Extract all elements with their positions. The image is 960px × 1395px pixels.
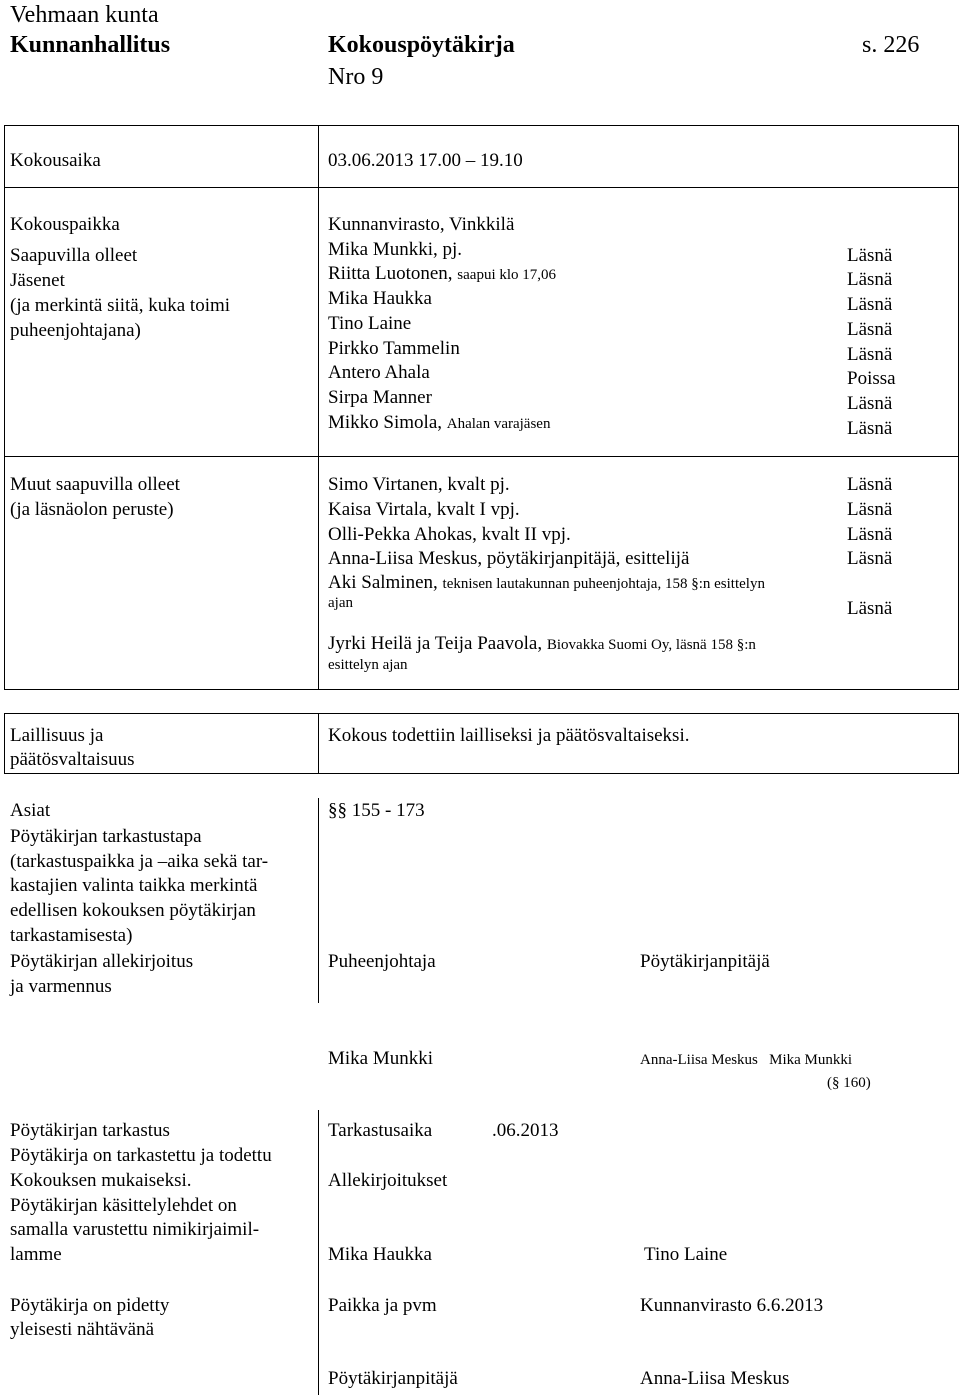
member-name: Mika Munkki, pj. [328, 239, 463, 260]
page-number: s. 226 [862, 32, 920, 58]
display-place-value: Kunnanvirasto 6.6.2013 [640, 1295, 824, 1316]
review-method-label-line: tarkastamisesta) [10, 925, 133, 946]
review-label-line: Pöytäkirja on tarkastettu ja todettu [10, 1145, 272, 1166]
member-status: Läsnä [847, 294, 893, 315]
attendee-note-continued: ajan [328, 595, 353, 611]
attendee-name: Aki Salminen, teknisen lautakunnan puheenjohtaja, 158 §:n esittelyn [328, 572, 765, 593]
attendee-note: teknisen lautakunnan puheenjohtaja, 158 §:n esittelyn [442, 576, 765, 592]
guests-note-continued: esittelyn ajan [328, 657, 408, 673]
signing-label-line: Pöytäkirjan allekirjoitus [10, 951, 194, 972]
member-status: Läsnä [847, 344, 893, 365]
member-name: Sirpa Manner [328, 387, 432, 408]
review-label-line: Kokouksen mukaiseksi. [10, 1170, 192, 1191]
attendee-status: Läsnä [847, 598, 893, 619]
attendee-status: Läsnä [847, 524, 893, 545]
organ-name: Kunnanhallitus [10, 32, 171, 58]
member-status: Läsnä [847, 393, 893, 414]
member-status: Läsnä [847, 319, 893, 340]
members-label-line: Saapuvilla olleet [10, 245, 138, 266]
legality-label-line: päätösvaltaisuus [10, 749, 135, 770]
review-time-value: .06.2013 [492, 1120, 559, 1141]
member-status: Läsnä [847, 418, 893, 439]
member-name: Antero Ahala [328, 362, 430, 383]
meeting-place-value: Kunnanvirasto, Vinkkilä [328, 214, 515, 235]
legality-value: Kokous todettiin lailliseksi ja päätösvaltaiseksi. [328, 725, 690, 746]
meeting-time-label: Kokousaika [10, 150, 101, 171]
review-label-line: Pöytäkirjan tarkastus [10, 1120, 170, 1141]
review-method-label-line: (tarkastuspaikka ja –aika sekä tar- [10, 851, 269, 872]
display-label-line: Pöytäkirja on pidetty [10, 1295, 170, 1316]
document-type: Kokouspöytäkirja [328, 32, 515, 58]
chair-title: Puheenjohtaja [328, 951, 436, 972]
municipality-name: Vehmaan kunta [10, 2, 159, 28]
review-label-line: samalla varustettu nimikirjaimil- [10, 1219, 260, 1240]
reviewer-name: Mika Haukka [328, 1244, 432, 1265]
attendee-status: Läsnä [847, 474, 893, 495]
attendee-name: Simo Virtanen, kvalt pj. [328, 474, 510, 495]
member-status: Läsnä [847, 245, 893, 266]
secretary-note: (§ 160) [827, 1075, 871, 1091]
guests-note: Biovakka Suomi Oy, läsnä 158 §:n [546, 637, 756, 653]
review-method-label-line: kastajien valinta taikka merkintä [10, 875, 258, 896]
reviewer-name: Tino Laine [644, 1244, 728, 1265]
attendee-status: Läsnä [847, 548, 893, 569]
signatures-label: Allekirjoitukset [328, 1170, 448, 1191]
meeting-info-box [4, 125, 959, 690]
review-label-line: Pöytäkirjan käsittelylehdet on [10, 1195, 237, 1216]
items-value: §§ 155 - 173 [328, 800, 425, 821]
review-method-label-line: Pöytäkirjan tarkastustapa [10, 826, 202, 847]
member-name: Tino Laine [328, 313, 412, 334]
display-label-line: yleisesti nähtävänä [10, 1319, 155, 1340]
member-status: Poissa [847, 368, 896, 389]
guests-name: Jyrki Heilä ja Teija Paavola, Biovakka Suomi Oy, läsnä 158 §:n [328, 633, 756, 654]
member-name: Mika Haukka [328, 288, 432, 309]
members-label-line: (ja merkintä siitä, kuka toimi [10, 295, 231, 316]
legality-label-line: Laillisuus ja [10, 725, 104, 746]
attendee-name: Kaisa Virtala, kvalt I vpj. [328, 499, 520, 520]
members-label-line: Jäsenet [10, 270, 65, 291]
attendee-name: Olli-Pekka Ahokas, kvalt II vpj. [328, 524, 571, 545]
secretary-names: Anna-Liisa Meskus Mika Munkki [640, 1052, 853, 1068]
attendee-status: Läsnä [847, 499, 893, 520]
others-label-line: (ja läsnäolon peruste) [10, 499, 174, 520]
display-place-label: Paikka ja pvm [328, 1295, 437, 1316]
member-note: saapui klo 17,06 [457, 267, 557, 283]
items-label: Asiat [10, 800, 51, 821]
review-label-line: lamme [10, 1244, 62, 1265]
others-label-line: Muut saapuvilla olleet [10, 474, 180, 495]
meeting-place-label: Kokouspaikka [10, 214, 120, 235]
chair-name: Mika Munkki [328, 1048, 434, 1069]
secretary-title: Pöytäkirjanpitäjä [640, 951, 770, 972]
signing-label-line: ja varmennus [10, 976, 112, 997]
display-secretary-title: Pöytäkirjanpitäjä [328, 1368, 458, 1389]
display-secretary-name: Anna-Liisa Meskus [640, 1368, 790, 1389]
review-method-label-line: edellisen kokouksen pöytäkirjan [10, 900, 256, 921]
review-time-label: Tarkastusaika [328, 1120, 433, 1141]
member-name: Mikko Simola, Ahalan varajäsen [328, 412, 551, 433]
members-label-line: puheenjohtajana) [10, 320, 141, 341]
member-name: Pirkko Tammelin [328, 338, 460, 359]
member-status: Läsnä [847, 269, 893, 290]
meeting-time-value: 03.06.2013 17.00 – 19.10 [328, 150, 523, 171]
minutes-number: Nro 9 [328, 64, 384, 90]
member-note: Ahalan varajäsen [446, 416, 551, 432]
attendee-name: Anna-Liisa Meskus, pöytäkirjanpitäjä, esittelijä [328, 548, 690, 569]
member-name: Riitta Luotonen, saapui klo 17,06 [328, 263, 557, 284]
